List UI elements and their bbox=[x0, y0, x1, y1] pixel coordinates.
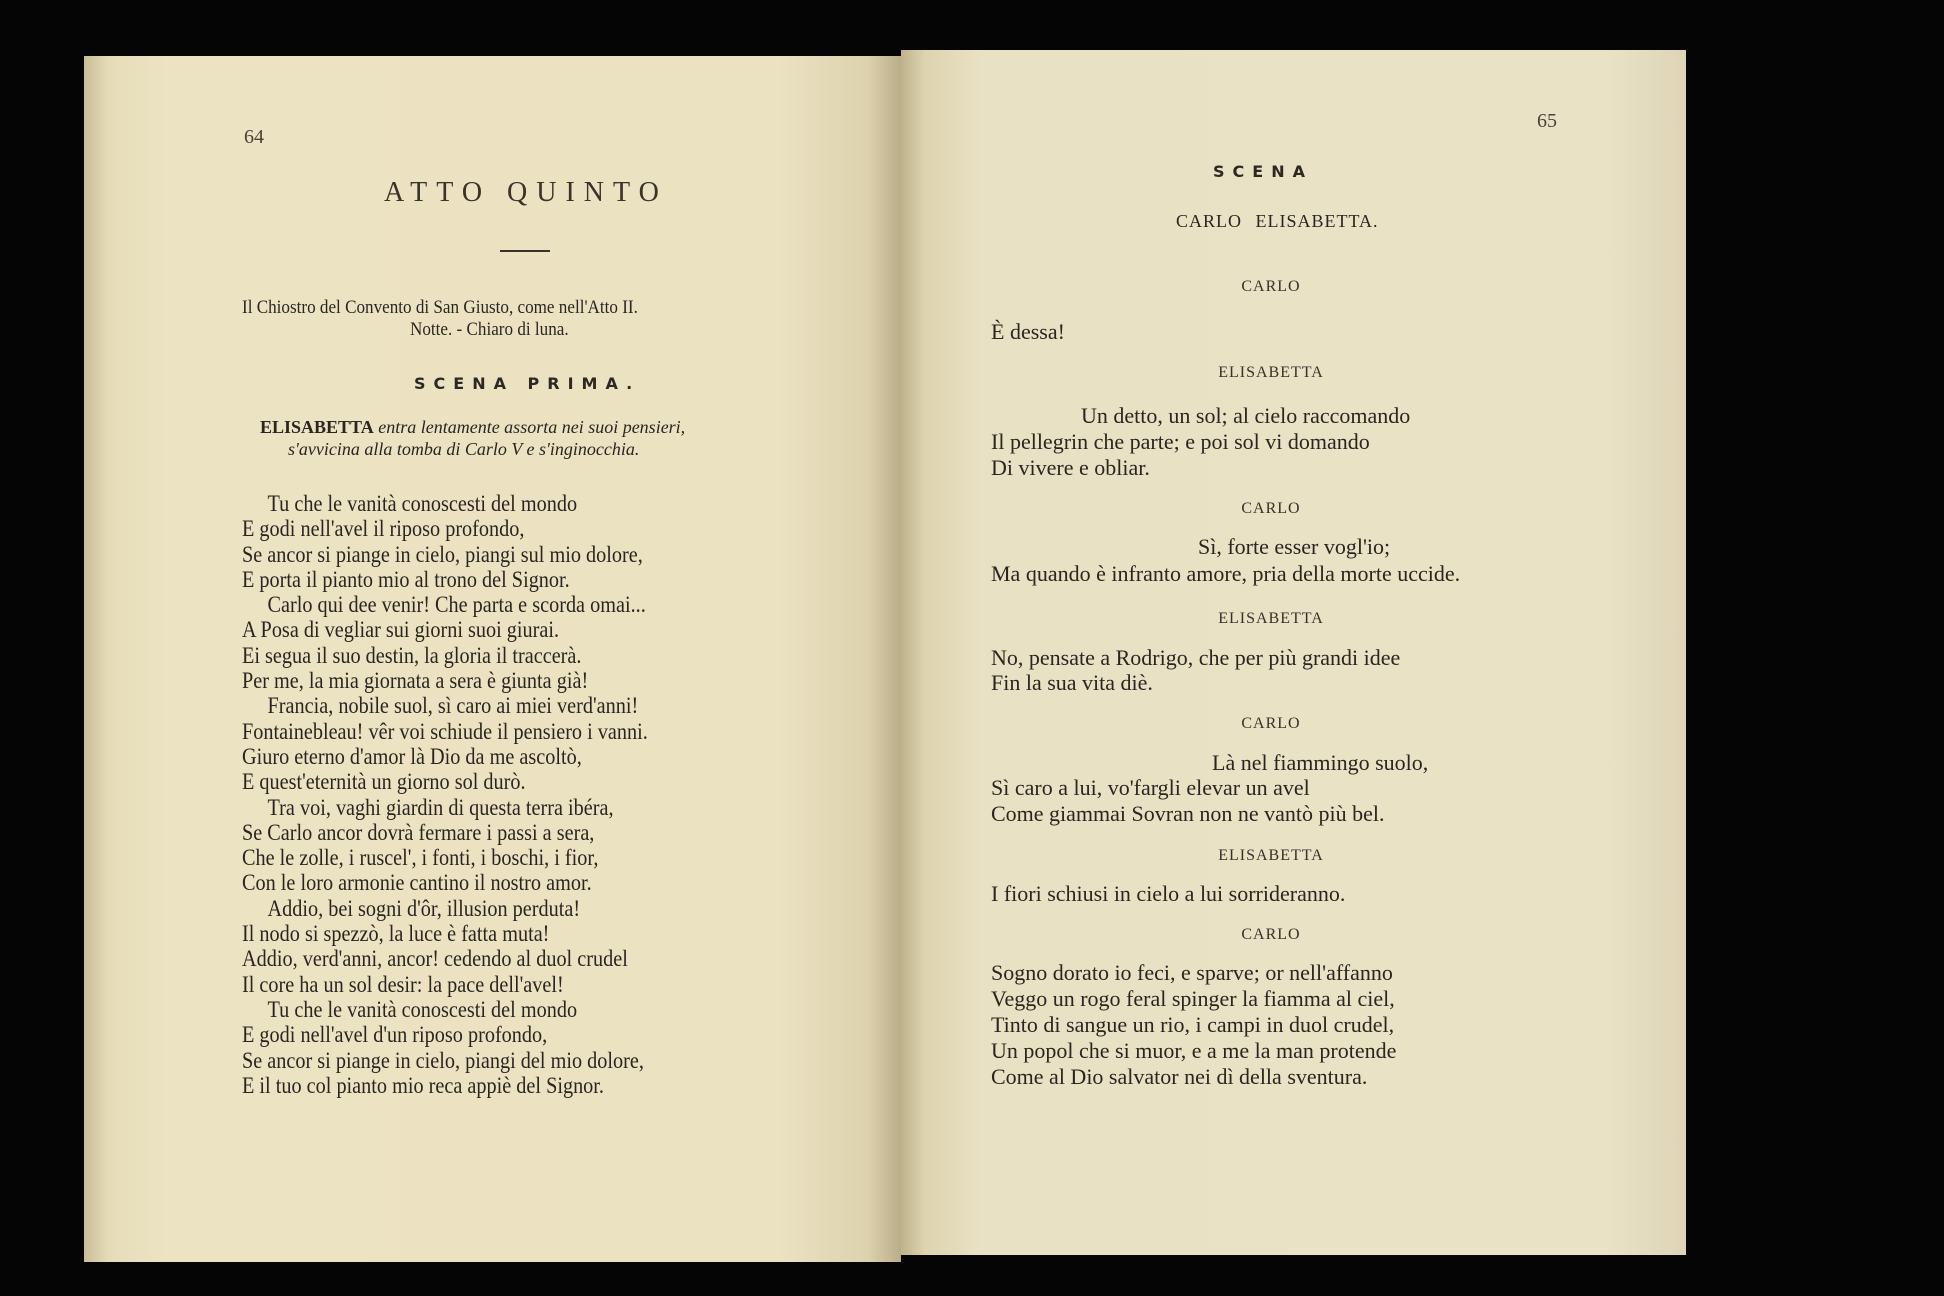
speaker-name: ELISABETTA bbox=[1218, 610, 1324, 627]
dialogue-line: È dessa! bbox=[991, 319, 1065, 344]
verse-line: Francia, nobile suol, sì caro ai miei verd'anni! bbox=[267, 693, 639, 719]
verse-line: Carlo qui dee venir! Che parta e scorda omai... bbox=[267, 592, 646, 618]
speaker-name: ELISABETTA bbox=[1218, 364, 1324, 381]
verse-line: Che le zolle, i ruscel', i fonti, i boschi, i fior, bbox=[242, 845, 599, 871]
verse-line: E godi nell'avel d'un riposo profondo, bbox=[242, 1022, 548, 1048]
dialogue-line: Sì, forte esser vogl'io; bbox=[1198, 534, 1391, 559]
dialogue-line: Ma quando è infranto amore, pria della morte uccide. bbox=[991, 561, 1461, 586]
verse-line: Tra voi, vaghi giardin di questa terra ibéra, bbox=[267, 794, 614, 820]
stage-direction-line: Notte. - Chiaro di luna. bbox=[410, 319, 569, 340]
speaker-name: CARLO bbox=[1241, 715, 1301, 732]
speaker-name: CARLO bbox=[1241, 926, 1301, 943]
scene-characters: CARLO ELISABETTA. bbox=[1176, 211, 1379, 231]
scene-heading: SCENA bbox=[1213, 162, 1313, 181]
verse-block bbox=[242, 491, 648, 1098]
dialogue-line: I fiori schiusi in cielo a lui sorrideranno. bbox=[991, 881, 1346, 906]
verse-line: A Posa di vegliar sui giorni suoi giurai. bbox=[242, 617, 560, 643]
verse-line: Addio, verd'anni, ancor! cedendo al duol crudel bbox=[242, 946, 628, 972]
verse-line: Il core ha un sol desir: la pace dell'avel! bbox=[242, 971, 564, 997]
act-title: ATTO QUINTO bbox=[384, 177, 668, 208]
verse-line: Con le loro armonie cantino il nostro amor. bbox=[242, 870, 592, 896]
right-page bbox=[901, 50, 1686, 1255]
verse-line: Ei segua il suo destin, la gloria il traccerà. bbox=[242, 642, 582, 668]
dialogue-line: Veggo un rogo feral spinger la fiamma al ciel, bbox=[991, 986, 1395, 1011]
verse-line: Se Carlo ancor dovrà fermare i passi a sera, bbox=[242, 819, 595, 845]
divider bbox=[500, 250, 550, 252]
page-number: 65 bbox=[1537, 110, 1557, 132]
dialogue-line: No, pensate a Rodrigo, che per più grandi idee bbox=[991, 645, 1401, 670]
dialogue-line: Un popol che si muor, e a me la man protende bbox=[991, 1038, 1397, 1063]
verse-line: Se ancor si piange in cielo, piangi del mio dolore, bbox=[242, 1047, 644, 1073]
page-number: 64 bbox=[244, 126, 264, 148]
verse-line: E quest'eternità un giorno sol durò. bbox=[242, 769, 526, 795]
dialogue-line: Fin la sua vita diè. bbox=[991, 670, 1153, 695]
stage-direction-line: Il Chiostro del Convento di San Giusto, come nell'Atto II. bbox=[242, 297, 638, 318]
verse-line: E porta il pianto mio al trono del Signor. bbox=[242, 566, 570, 592]
speaker-name: CARLO bbox=[1241, 500, 1301, 517]
dialogue-line: Sogno dorato io feci, e sparve; or nell'affanno bbox=[991, 960, 1393, 985]
dialogue-line: Un detto, un sol; al cielo raccomando bbox=[1081, 403, 1411, 428]
verse-line: Tu che le vanità conoscesti del mondo bbox=[267, 996, 578, 1022]
verse-line: Fontainebleau! vêr voi schiude il pensiero i vanni. bbox=[242, 718, 648, 744]
dialogue-line: Come al Dio salvator nei dì della sventura. bbox=[991, 1064, 1368, 1089]
verse-line: E il tuo col pianto mio reca appiè del Signor. bbox=[242, 1072, 604, 1098]
verse-line: Il nodo si spezzò, la luce è fatta muta! bbox=[242, 921, 550, 947]
character-intro bbox=[260, 416, 685, 460]
verse-line: Per me, la mia giornata a sera è giunta già! bbox=[242, 668, 589, 694]
verse-line: E godi nell'avel il riposo profondo, bbox=[242, 516, 525, 542]
dialogue-line: Di vivere e obliar. bbox=[991, 455, 1150, 480]
dialogue-line: Come giammai Sovran non ne vantò più bel. bbox=[991, 801, 1385, 826]
dialogue-line: Il pellegrin che parte; e poi sol vi domando bbox=[991, 429, 1370, 454]
character-name: ELISABETTA bbox=[260, 417, 374, 437]
scene-heading: SCENA PRIMA. bbox=[414, 374, 641, 393]
speaker-name: CARLO bbox=[1241, 278, 1301, 295]
dialogue-line: Sì caro a lui, vo'fargli elevar un avel bbox=[991, 775, 1310, 800]
verse-line: Giuro eterno d'amor là Dio da me ascoltò, bbox=[242, 743, 582, 769]
left-page bbox=[84, 56, 901, 1262]
verse-line: Se ancor si piange in cielo, piangi sul mio dolore, bbox=[242, 541, 643, 567]
dialogue-line: Là nel fiammingo suolo, bbox=[1212, 750, 1429, 775]
stage-direction: s'avvicina alla tomba di Carlo V e s'inginocchia. bbox=[288, 439, 640, 459]
stage-direction: entra lentamente assorta nei suoi pensieri, bbox=[378, 417, 686, 437]
speaker-name: ELISABETTA bbox=[1218, 847, 1324, 864]
verse-line: Addio, bei sogni d'ôr, illusion perduta! bbox=[267, 895, 581, 921]
verse-line: Tu che le vanità conoscesti del mondo bbox=[267, 491, 578, 516]
dialogue-line: Tinto di sangue un rio, i campi in duol crudel, bbox=[991, 1012, 1395, 1037]
